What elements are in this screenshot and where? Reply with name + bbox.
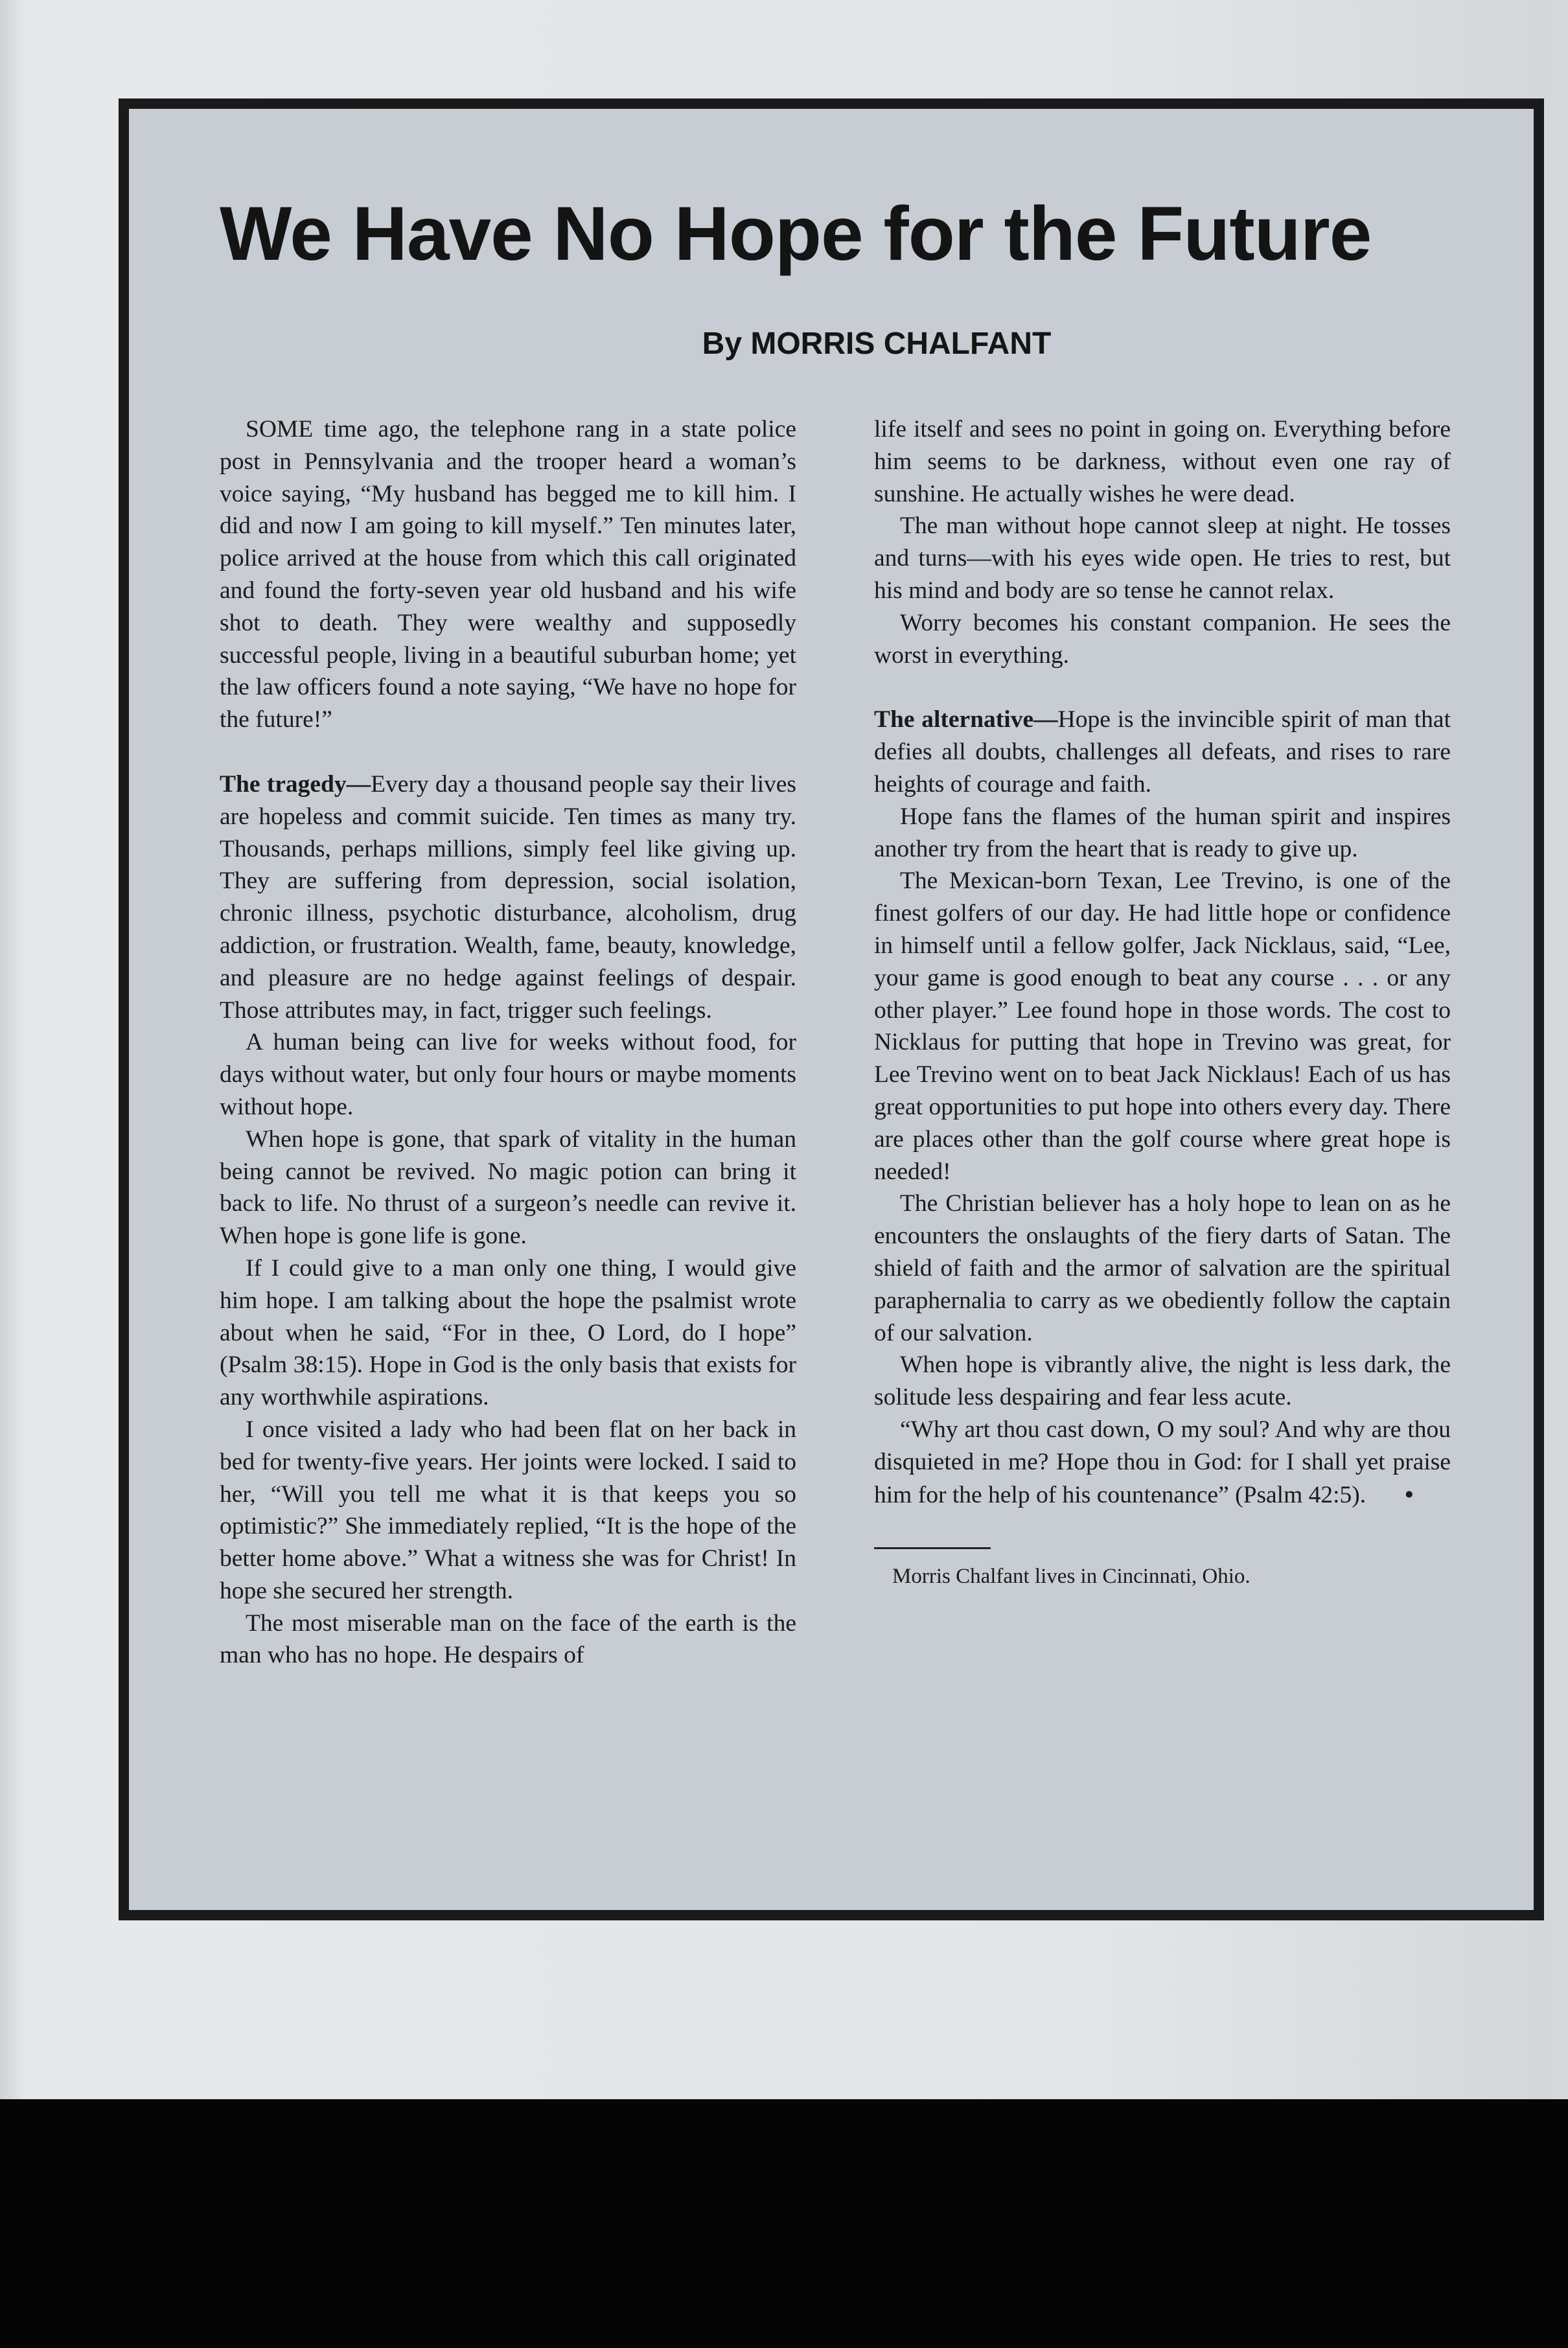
section-heading: The tragedy— <box>220 770 371 798</box>
end-mark: • <box>1405 1480 1414 1508</box>
paragraph: Hope fans the flames of the human spirit and inspires another try from the heart that is ready to give up. <box>874 803 1451 862</box>
section-heading: The alternative— <box>874 706 1058 733</box>
paragraph: When hope is gone, that spark of vitality in the human being cannot be revived. No magic potion can bring it back to life. No thrust of a surgeon’s needle can revive it. When hope is gone life is gone. <box>220 1125 796 1250</box>
paragraph: life itself and sees no point in going on. Everything before him seems to be darkness, without even one ray of sunshine. He actually wishes he were dead. <box>874 416 1451 507</box>
paragraph: If I could give to a man only one thing, I would give him hope. I am talking about the hope the psalmist wrote about when he said, “For in thee, O Lord, do I hope” (Psalm 38:15). Hope in God is the only basis that exists for any worthwhile aspirations. <box>220 1254 796 1411</box>
article-title: We Have No Hope for the Future <box>220 191 1372 277</box>
author-footnote: Morris Chalfant lives in Cincinnati, Ohio. <box>892 1565 1251 1589</box>
left-column <box>220 413 796 1672</box>
section-gap <box>220 736 796 768</box>
section-text: Every day a thousand people say their lives are hopeless and commit suicide. Ten times as many try. Thousands, perhaps millions, simply feel like giving up. They are suffering from depression, social isolation, chronic illness, psychotic disturbance, alcoholism, drug addiction, or frustration. Wealth, fame, beauty, knowledge, and pleasure are no hedge against feelings of despair. Those attributes may, in fact, trigger such feelings. <box>220 770 796 1024</box>
paragraph: SOME time ago, the telephone rang in a state police post in Pennsylvania and the trooper heard a woman’s voice saying, “My husband has begged me to kill him. I did and now I am going to kill myself.” Ten minutes later, police arrived at the house from which this call originated and found the forty-seven year old husband and his wife shot to death. They were wealthy and supposedly successful people, living in a beautiful suburban home; yet the law officers found a note saying, “We have no hope for the future!” <box>220 416 796 733</box>
paragraph-text: “Why art thou cast down, O my soul? And why are thou disquieted in me? Hope thou in God: for I shall yet praise him for the help of his countenance” (Psalm 42:5). <box>874 1416 1451 1508</box>
scan-background <box>0 2099 1568 2348</box>
section-text: Hope is the invincible spirit of man that defies all doubts, challenges all defeats, and rises to rare heights of courage and faith. <box>874 706 1451 798</box>
article-box <box>119 98 1544 1920</box>
paragraph: A human being can live for weeks without food, for days without water, but only four hours or maybe moments without hope. <box>220 1029 796 1120</box>
page-edge <box>1552 0 1568 2099</box>
right-column <box>874 413 1451 1672</box>
paragraph: The most miserable man on the face of the earth is the man who has no hope. He despairs of <box>220 1609 796 1669</box>
paragraph: I once visited a lady who had been flat on her back in bed for twenty-five years. Her joints were locked. I said to her, “Will you tell me what it is that keeps you so optimistic?” She immediately replied, “It is the hope of the better home above.” What a witness she was for Christ! In hope she secured her strength. <box>220 1416 796 1604</box>
paragraph: When hope is vibrantly alive, the night is less dark, the solitude less despairing and fear less acute. <box>874 1352 1451 1411</box>
section-tragedy <box>220 768 796 1026</box>
paragraph-final <box>874 1414 1451 1511</box>
article-byline: By MORRIS CHALFANT <box>702 327 1052 361</box>
paragraph: The Mexican-born Texan, Lee Trevino, is one of the finest golfers of our day. He had little hope or confidence in himself until a fellow golfer, Jack Nicklaus, said, “Lee, your game is good enough to beat any course . . . or any other player.” Lee found hope in those words. The cost to Nicklaus for putting that hope in Trevino was great, for Lee Trevino went on to beat Jack Nicklaus! Each of us has great opportunities to put hope into others every day. There are places other than the golf course where great hope is needed! <box>874 868 1451 1185</box>
section-alternative <box>874 704 1451 800</box>
paragraph: The Christian believer has a holy hope to lean on as he encounters the onslaughts of the fiery darts of Satan. The shield of faith and the armor of salvation are the spiritual paraphernalia to carry as we obediently follow the captain of our salvation. <box>874 1190 1451 1346</box>
paragraph: The man without hope cannot sleep at night. He tosses and turns—with his eyes wide open. He tries to rest, but his mind and body are so tense he cannot relax. <box>874 512 1451 604</box>
article-columns <box>220 413 1451 1672</box>
footnote-divider <box>874 1547 991 1549</box>
section-gap <box>874 671 1451 704</box>
paragraph: Worry becomes his constant companion. He sees the worst in everything. <box>874 609 1451 669</box>
